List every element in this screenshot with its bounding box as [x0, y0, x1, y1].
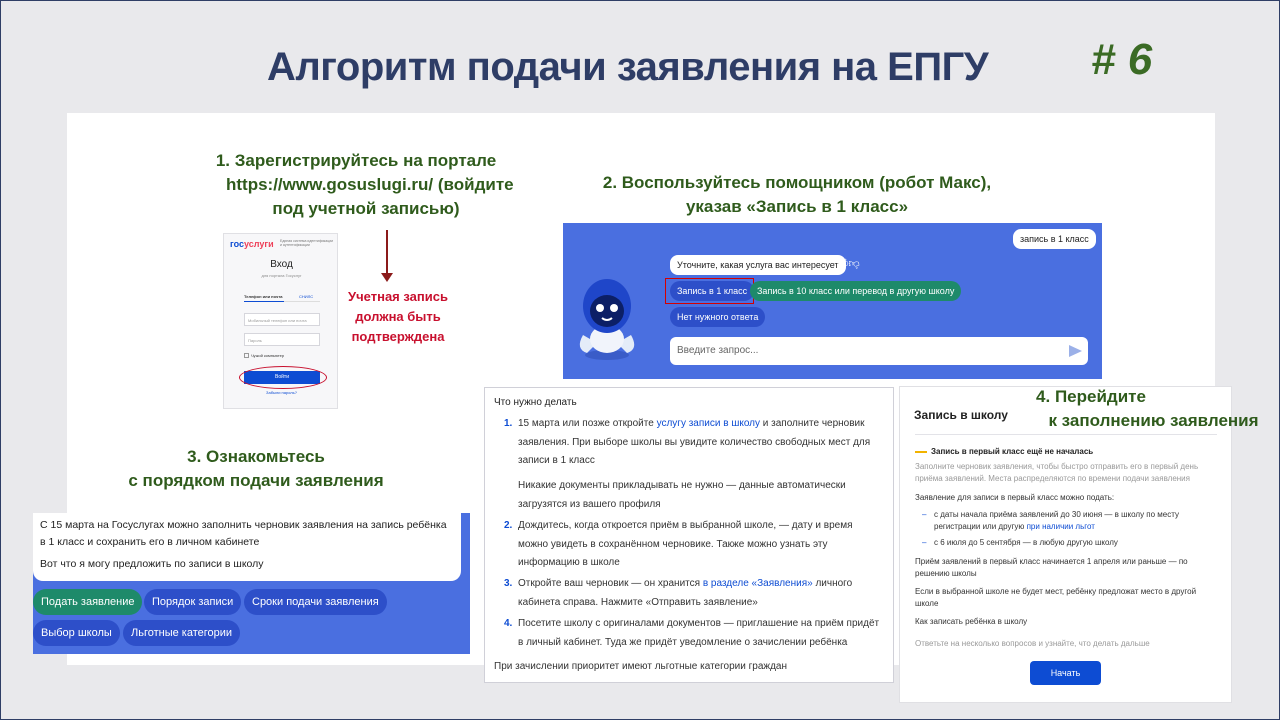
school-status-sub: Заполните черновик заявления, чтобы быстро отправить его в первый день приёма заявлений. Места распределяются по времени подачи заявления [915, 462, 1199, 483]
step3-line1: 3. Ознакомьтесь [187, 447, 325, 466]
how-to-enroll-link[interactable]: Как записать ребёнка в школу [915, 617, 1028, 626]
school-can-submit: Заявление для записи в первый класс можно подать: [915, 493, 1115, 502]
status-marker-icon [915, 451, 927, 453]
item1-text: 15 марта или позже откройте услугу записи в школу и заполните черновик заявления. При выборе школы вы увидите количество свободных мест для записи в 1 класс [518, 418, 871, 466]
step4-title [1021, 385, 1271, 433]
school-p1: Приём заявлений в первый класс начинается 1 апреля или раньше — по решению школы [915, 557, 1188, 578]
step4-line2: к заполнению заявления [1048, 411, 1259, 430]
chip-order[interactable]: Порядок записи [144, 589, 241, 615]
account-note-line1: Учетная запись [348, 289, 448, 304]
step3-title [101, 445, 411, 493]
chip-no-answer[interactable]: Нет нужного ответа [670, 307, 765, 327]
step3-line2: с порядком подачи заявления [128, 471, 384, 490]
step4-line1: 4. Перейдите [1036, 387, 1146, 406]
rules-message [33, 513, 461, 581]
bullet1-dash: – [922, 510, 927, 519]
tab-underline [244, 301, 284, 302]
item1-number: 1. [504, 418, 513, 429]
step1-line1: 1. Зарегистрируйтесь на портале [215, 151, 497, 170]
account-note-line2: должна быть [355, 309, 441, 324]
chip-choose-school[interactable]: Выбор школы [33, 620, 120, 646]
forgot-password-link[interactable]: Забыли пароль? [266, 390, 297, 395]
item4-text: Посетите школу с оригиналами документов — приглашение на приём придёт в личный кабинет. Туда же придёт уведомление о зачислении ребёнка [518, 618, 880, 648]
step2-line1: 2. Воспользуйтесь помощником (робот Макс), [602, 173, 992, 192]
item1-extra: Никакие документы прикладывать не нужно — данные автоматически загрузятся из вашего профиля [518, 480, 846, 510]
step1-title [206, 149, 514, 221]
account-note [339, 287, 457, 347]
login-heading: Вход [270, 259, 293, 270]
arrow-down-icon [386, 230, 388, 274]
applications-link[interactable]: в разделе «Заявления» [702, 578, 813, 589]
chip-first-class[interactable]: Запись в 1 класс [670, 281, 754, 301]
step2-title [583, 171, 1011, 219]
account-note-line3: подтверждена [351, 329, 445, 344]
robot-max-icon [571, 273, 643, 363]
slide-title: Алгоритм подачи заявления на ЕПГУ [267, 45, 989, 89]
step1-line2: https://www.gosuslugi.ru/ (войдите [226, 175, 514, 194]
gosuslugi-logo: госуслуги [230, 239, 274, 249]
divider [915, 434, 1217, 435]
tab-phone[interactable]: Телефон или почта [244, 294, 283, 299]
login-field[interactable]: Мобильный телефон или почта [244, 313, 320, 326]
start-button[interactable]: Начать [1030, 661, 1101, 685]
checkbox-label: Чужой компьютер [251, 353, 285, 358]
bullet1-text: с даты начала приёма заявлений до 30 июня — в школу по месту регистрации или другую при наличии льгот [934, 510, 1180, 531]
school-p2: Если в выбранной школе не будет мест, ребёнку предложат место в другой школе [915, 587, 1197, 608]
login-card [223, 233, 338, 409]
bullet2-text: с 6 июля до 5 сентября — в любую другую школу [934, 538, 1118, 547]
item4-number: 4. [504, 618, 513, 629]
step1-line3: под учетной записью) [272, 199, 460, 218]
slide-number: # 6 [1091, 35, 1153, 84]
login-tabs [244, 294, 320, 302]
school-status: Запись в первый класс ещё не началась [931, 447, 1094, 456]
highlight-box [665, 278, 754, 304]
user-message: запись в 1 класс [1013, 229, 1096, 249]
benefits-link[interactable]: при наличии льгот [1026, 521, 1095, 531]
bot-message: Уточните, какая услуга вас интересует [670, 255, 846, 275]
instructions-heading: Что нужно делать [494, 397, 577, 408]
service-link[interactable]: услугу записи в школу [656, 418, 761, 429]
tab-snils[interactable]: СНИЛС [299, 294, 314, 299]
item2-number: 2. [504, 520, 513, 531]
send-icon[interactable] [1069, 345, 1082, 357]
school-title: Запись в школу [914, 408, 1008, 422]
chip-deadlines[interactable]: Сроки подачи заявления [244, 589, 387, 615]
item3-number: 3. [504, 578, 513, 589]
login-subheading: для портала Госуслуг [261, 273, 302, 278]
item3-text: Откройте ваш черновик — он хранится в разделе «Заявления» личного кабинета справа. Нажмите «Отправить заявление» [518, 578, 853, 608]
arrow-head-icon [381, 273, 393, 282]
chat-input[interactable]: Введите запрос... [670, 337, 1088, 365]
bullet2-dash: – [922, 538, 927, 547]
foreign-computer-checkbox[interactable] [244, 353, 284, 358]
thumbs-icons[interactable]: 👍︎👎︎ [837, 258, 860, 270]
step2-line2: указав «Запись в 1 класс» [685, 197, 909, 216]
highlight-ellipse [239, 366, 327, 389]
instructions-footer: При зачислении приоритет имеют льготные категории граждан [494, 661, 787, 672]
checkbox-box[interactable] [244, 353, 249, 358]
rules-text1: С 15 марта на Госуслугах можно заполнить черновик заявления на запись ребёнка в 1 класс и сохранить его в личном кабинете [40, 519, 447, 548]
chip-benefits[interactable]: Льготные категории [123, 620, 240, 646]
rules-text2: Вот что я могу предложить по записи в школу [40, 558, 264, 570]
school-hint: Ответьте на несколько вопросов и узнайте, что делать дальше [915, 639, 1150, 648]
password-field[interactable]: Пароль [244, 333, 320, 346]
login-button[interactable]: Войти [244, 371, 320, 384]
chip-submit[interactable]: Подать заявление [33, 589, 142, 615]
login-tagline: Единая система идентификации и аутентификации [280, 239, 334, 247]
chip-tenth-class[interactable]: Запись в 10 класс или перевод в другую школу [750, 281, 961, 301]
item2-text: Дождитесь, когда откроется приём в выбранной школе, — дату и время можно увидеть в сохранённом черновике. Также можно узнать эту информацию в школе [518, 520, 853, 568]
